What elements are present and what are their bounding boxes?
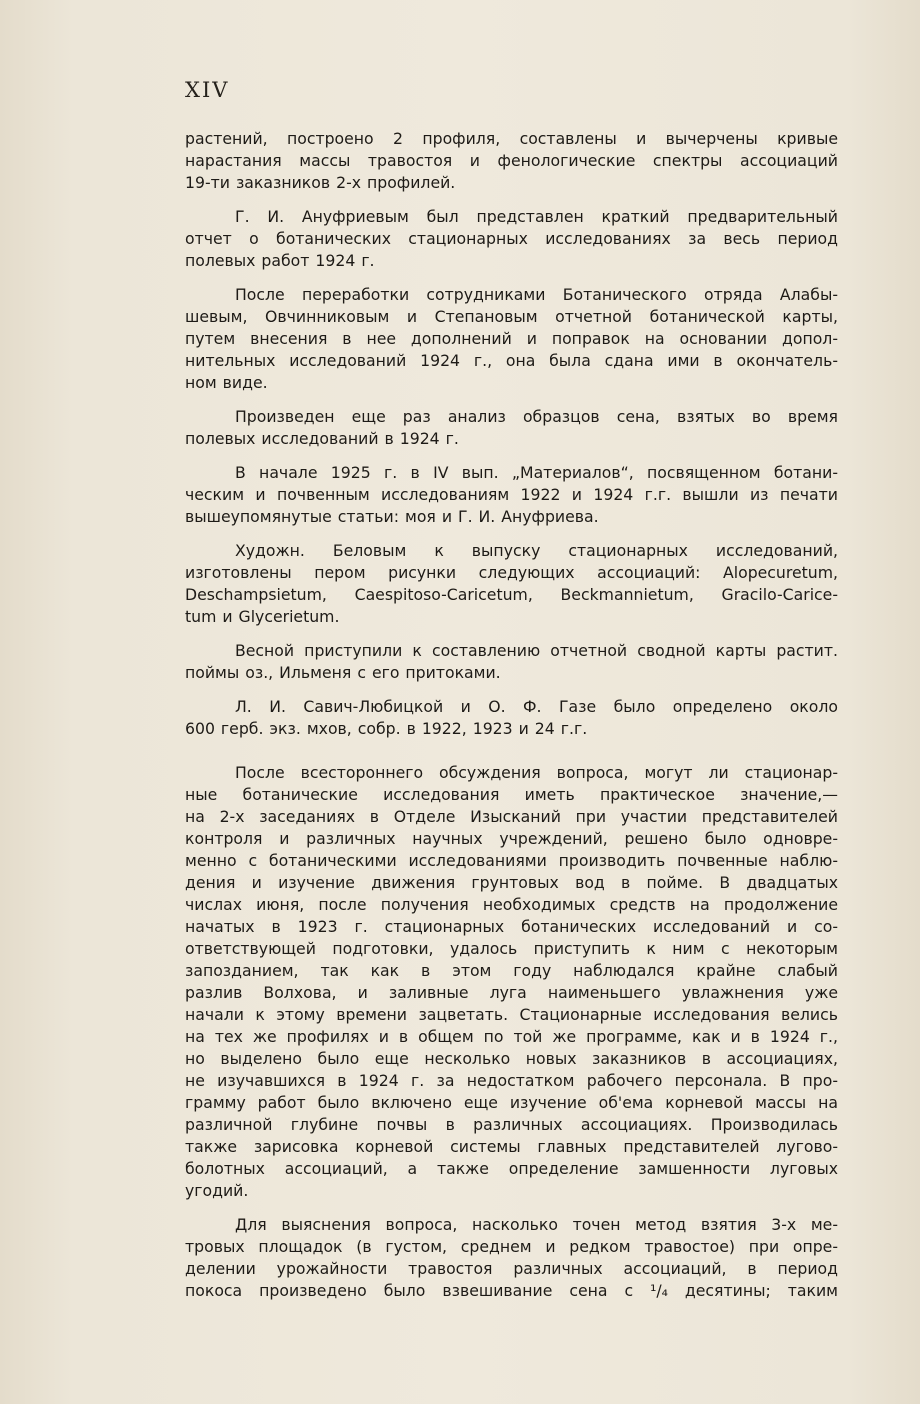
text-line: 600 герб. экз. мхов, собр. в 1922, 1923 и 24 г.г. xyxy=(185,719,588,738)
text-line: ные ботанические исследования иметь практическое значение,— xyxy=(185,785,838,804)
text-line: болотных ассоциаций, а также определение замшенности луговых xyxy=(185,1159,838,1178)
text-line: контроля и различных научных учреждений, решено было одновре- xyxy=(185,829,838,848)
text-line: менно с ботаническими исследованиями производить почвенные наблю- xyxy=(185,851,838,870)
text-line: Для выяснения вопроса, насколько точен метод взятия 3-х ме- xyxy=(235,1215,838,1234)
page-number: XIV xyxy=(185,78,230,102)
text-line: дения и изучение движения грунтовых вод в пойме. В двадцатых xyxy=(185,873,838,892)
text-line: ответствующей подготовки, удалось приступить к ним с некоторым xyxy=(185,939,838,958)
paragraph xyxy=(185,1214,838,1302)
text-line: вышеупомянутые статьи: моя и Г. И. Ануфриева. xyxy=(185,507,599,526)
text-line: После переработки сотрудниками Ботанического отряда Алабы- xyxy=(235,285,838,304)
text-line: запозданием, так как в этом году наблюдался крайне слабый xyxy=(185,961,838,980)
text-line: начатых в 1923 г. стационарных ботанических исследований и со- xyxy=(185,917,838,936)
paragraph xyxy=(185,128,838,194)
text-line: ческим и почвенным исследованиям 1922 и 1924 г.г. вышли из печати xyxy=(185,485,838,504)
paragraph xyxy=(185,540,838,628)
text-line: шевым, Овчинниковым и Степановым отчетной ботанической карты, xyxy=(185,307,838,326)
text-line: на 2-х заседаниях в Отделе Изысканий при участии представителей xyxy=(185,807,838,826)
text-line: Художн. Беловым к выпуску стационарных исследований, xyxy=(235,541,838,560)
text-line: полевых работ 1924 г. xyxy=(185,251,375,270)
text-line: не изучавшихся в 1924 г. за недостатком рабочего персонала. В про- xyxy=(185,1071,838,1090)
text-line: ном виде. xyxy=(185,373,268,392)
text-line: начали к этому времени зацветать. Стационарные исследования велись xyxy=(185,1005,838,1024)
text-line: нительных исследований 1924 г., она была сдана ими в окончатель- xyxy=(185,351,838,370)
text-line: различной глубине почвы в различных ассоциациях. Производилась xyxy=(185,1115,838,1134)
paragraph xyxy=(185,640,838,684)
text-line: полевых исследований в 1924 г. xyxy=(185,429,459,448)
paragraph xyxy=(185,696,838,740)
text-line: также зарисовка корневой системы главных представителей лугово- xyxy=(185,1137,838,1156)
text-line: на тех же профилях и в общем по той же программе, как и в 1924 г., xyxy=(185,1027,838,1046)
paragraph xyxy=(185,206,838,272)
text-line: числах июня, после получения необходимых средств на продолжение xyxy=(185,895,838,914)
text-line: угодий. xyxy=(185,1181,249,1200)
paragraph-gap xyxy=(185,752,838,762)
text-line: грамму работ было включено еще изучение об'ема корневой массы на xyxy=(185,1093,838,1112)
text-line: путем внесения в нее дополнений и поправок на основании допол- xyxy=(185,329,838,348)
text-line: Произведен еще раз анализ образцов сена, взятых во время xyxy=(235,407,838,426)
text-line: нарастания массы травостоя и фенологические спектры ассоциаций xyxy=(185,151,838,170)
text-line: tum и Glycerietum. xyxy=(185,607,340,626)
text-line: 19-ти заказников 2-х профилей. xyxy=(185,173,456,192)
text-line: После всестороннего обсуждения вопроса, могут ли стационар- xyxy=(235,763,838,782)
text-line: Deschampsietum, Caespitoso-Caricetum, Beckmannietum, Gracilo-Carice- xyxy=(185,585,838,604)
text-line: растений, построено 2 профиля, составлены и вычерчены кривые xyxy=(185,129,838,148)
text-line: Г. И. Ануфриевым был представлен краткий предварительный xyxy=(235,207,838,226)
text-line: но выделено было еще несколько новых заказников в ассоциациях, xyxy=(185,1049,838,1068)
text-line: покоса произведено было взвешивание сена с ¹/₄ десятины; таким xyxy=(185,1281,838,1300)
text-line: Весной приступили к составлению отчетной сводной карты растит. xyxy=(235,641,838,660)
text-line: разлив Волхова, и заливные луга наименьшего увлажнения уже xyxy=(185,983,838,1002)
text-line: тровых площадок (в густом, среднем и редком травостое) при опре- xyxy=(185,1237,838,1256)
paragraph xyxy=(185,406,838,450)
paragraph xyxy=(185,762,838,1202)
paragraph xyxy=(185,462,838,528)
text-line: отчет о ботанических стационарных исследованиях за весь период xyxy=(185,229,838,248)
text-line: Л. И. Савич-Любицкой и О. Ф. Газе было определено около xyxy=(235,697,838,716)
text-line: изготовлены пером рисунки следующих ассоциаций: Alopecuretum, xyxy=(185,563,838,582)
text-line: поймы оз., Ильменя с его притоками. xyxy=(185,663,501,682)
body-text xyxy=(185,128,838,1314)
text-line: делении урожайности травостоя различных ассоциаций, в период xyxy=(185,1259,838,1278)
paragraph xyxy=(185,284,838,394)
text-line: В начале 1925 г. в IV вып. „Материалов“, посвященном ботани- xyxy=(235,463,838,482)
